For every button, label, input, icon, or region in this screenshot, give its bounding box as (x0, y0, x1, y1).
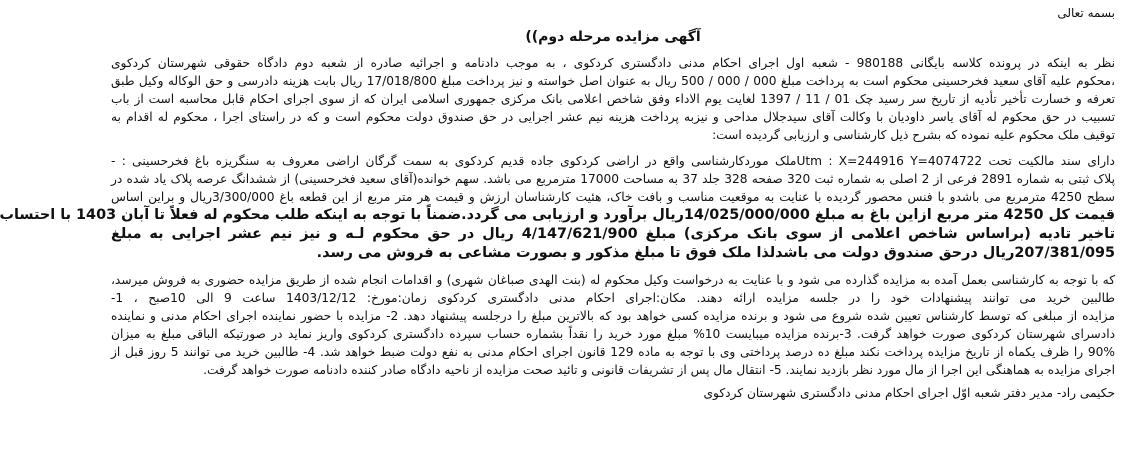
property-line: دارای سند مالکیت تحت Utm : X=244916 Y=4074722ملک موردکارشناسی واقع در اراضی کردکوی جاده قدیم کردکوی به سمت گرگان اراضی معروف به سنگریزه باغ فخرحسینی : - (111, 154, 1115, 168)
intro-line: تعرفه و خسارت تأخیر تأدیه از تاریخ سر رسید چک 01 / 11 / 1397 لغایت یوم الاداء وفق شاخص اعلامی بانک مرکزی جمهوری اسلامی ایران که از سوی اجرای احکام قابل محاسبه است از باب (111, 92, 1115, 106)
intro-line: تسبیب در حق محکوم له آقای یاسر داودیان با وکالت آقای سیدجلال مداحی و نیزبه پرداخت هزینه نیم عشر اجرایی در حق صندوق دولت محکوم است و که در راستای اجرا ، محکوم له اقدام به (111, 110, 1115, 124)
auction-line: مزایده از مبلغی که توسط کارشناس تعیین شده شروع می شود و برنده مزایده کسی خواهد بود که بالاترین مبلغ را درجلسه پیشنهاد دهد. 2- مزایده با حضور نماینده اجرای احکام مدنی و نماینده (111, 309, 1115, 323)
notice-title: آگهی مزایده مرحله دوم)) (525, 29, 701, 45)
auction-line: طالبین خرید می توانند پیشنهادات خود را در جلسه مزایده ارائه دهند. مکان:اجرای احکام مدنی دادگستری کردکوی زمان:مورخ: 1403/12/12 ساعت 9 الی 10صبح ، 1- (111, 291, 1116, 305)
auction-paragraph (111, 271, 1115, 379)
intro-line: ،محکوم علیه آقای سعید فخرحسینی محکوم است به پرداخت مبلغ 000 / 000 / 500 ریال به عنوان اصل خواسته و نیز پرداخت مبلغ 17/018/800 ریال بابت هزینه دادرسی و حق الوکاله وکیل طبق (111, 74, 1116, 88)
bismillah: بسمه تعالی (1057, 6, 1115, 20)
property-line: سطح 4250 مترمربع می باشدو با فنس محصور گردیده با عنایت به موقعیت مناسب و بافت خاک، هئیت کارشناسان ارزش و قیمت هر متر مربع از این قطعه باغ 3/300/000ریال و براین اساس (111, 190, 1116, 204)
auction-line: که با توجه به کارشناسی بعمل آمده به مزایده گذارده می شود و با عنایت به درخواست وکیل محکوم له (بنت الهدی صباغان شهری) و اقدامات انجام شده از طریق مزایده حضوری به فروش میرسد، (111, 273, 1115, 287)
property-paragraph (0, 152, 1116, 263)
auction-line: اجرای مزایده به هماهنگی این اجرا از مال مورد نظر بازدید نمایند. 5- انتقال مال پس از تشریفات قانونی و تائید صحت مزایده از ناحیه دادگاه صادر کننده دادنامه صورت خواهد گرفت. (203, 363, 1115, 377)
intro-line: توقیف ملک محکوم علیه نموده که بشرح ذیل کارشناسی و ارزیابی گردیده است: (712, 128, 1115, 142)
valuation-line: تاخیر تادیه (براساس شاخص اعلامی از سوی بانک مرکزی) مبلغ 4/147/621/900 ریال در حق محکوم لـه و نیز نیم عشر اجرایی به مبلغ (111, 226, 1115, 242)
intro-line: نظر به اینکه در پرونده کلاسه بایگانی 980188 - شعبه اول اجرای احکام مدنی دادگستری کردکوی ، به موجب دادنامه و اجرائیه صادره از شعبه دوم دادگاه حقوقی شهرستان کردکوی (111, 56, 1115, 70)
auction-line: دادسرای شهرستان کردکوی صورت خواهد گرفت. 3-برنده مزایده میبایست 10% مبلغ مورد خرید را نقداً بشماره حساب سپرده دادگستری کردکوی واریز نماید در صورتیکه الباقی مبلغ به میزان (111, 327, 1116, 341)
intro-paragraph (111, 54, 1115, 144)
valuation-line: 207/381/095ریال درحق صندوق دولت می باشدلذا ملک فوق تا مبلغ مذکور و بصورت مشاعی به فروش می رسد. (316, 245, 1115, 261)
property-line: پلاک ثبتی به شماره 2891 فرعی از 2 اصلی به شماره ثبت 320 صفحه 328 جلد 37 به مساحت 17000 مترمربع می باشد. سهم خوانده(آقای سعید فخرحسینی) از ششدانگ عرصه پلاک یاد شده در (111, 172, 1115, 186)
auction-line: 90% را ظرف یکماه از تاریخ مزایده پرداخت نکند مبلغ ده درصد پرداختی وی با توجه به ماده 129 قانون اجرای احکام مدنی به نفع دولت ضبط خواهد شد. 4- طالبین خرید می توانند 5 روز قبل از (111, 345, 1115, 359)
signature: حکیمی راد- مدیر دفتر شعبه اوّل اجرای احکام مدنی دادگستری شهرستان کردکوی (703, 386, 1115, 400)
valuation-line: قیمت کل 4250 متر مربع ازاین باغ به مبلغ 14/025/000/000ریال برآورد و ارزیابی می گردد.ضمناً با توجه به اینکه طلب محکوم له فعلاً تا آبان 1403 با احتساب (0, 207, 1115, 223)
